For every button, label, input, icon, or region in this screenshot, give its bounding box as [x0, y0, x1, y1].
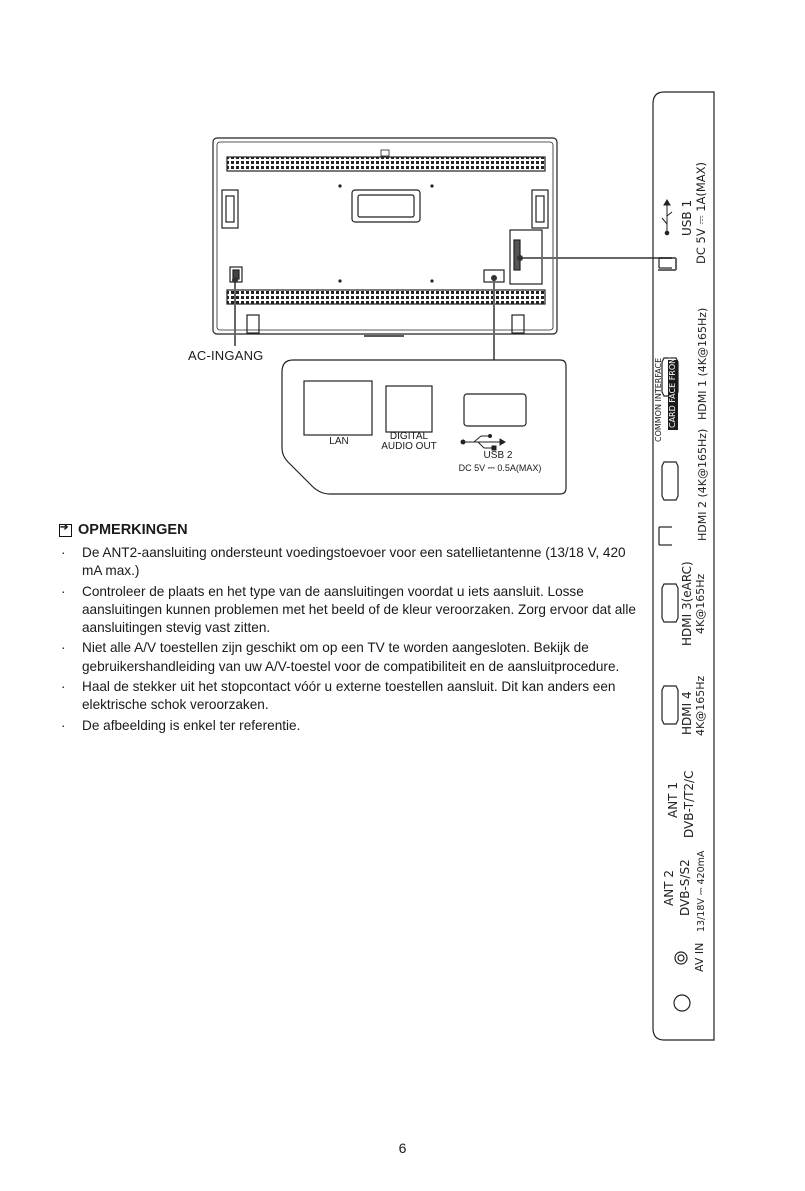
- av-in-label: AV IN: [693, 942, 706, 972]
- notes-list: [57, 544, 637, 735]
- callout-lines: [235, 258, 676, 360]
- notes-section: [57, 522, 637, 737]
- hdmi4-label: HDMI 4: [680, 691, 694, 735]
- tv-back-panel: [213, 138, 557, 336]
- hdmi3-res-label: 4K@165Hz: [694, 573, 707, 634]
- hdmi2-label: HDMI 2 (4K@165Hz): [696, 428, 709, 541]
- usb2-power-label: DC 5V ⎓ 0.5A(MAX): [458, 463, 542, 473]
- usb1-label: USB 1: [680, 199, 694, 236]
- port-detail-box: [282, 360, 566, 494]
- usb2-callout-dot: [491, 275, 497, 281]
- notes-title: OPMERKINGEN: [78, 522, 188, 538]
- notes-heading: [57, 522, 637, 538]
- list-item: · Controleer de plaats en het type van de aansluitingen voordat u iets aansluit. Losse aansluitingen kunnen problemen met het beeld of de kleur veroorzaken. Zorg ervoor dat alle aansluitingen stevig vast zitten.: [61, 583, 636, 636]
- hdmi1-label: HDMI 1 (4K@165Hz): [696, 307, 709, 420]
- arrow-box-icon: [59, 524, 72, 537]
- common-interface-label: COMMON INTERFACE: [654, 357, 663, 442]
- list-item: · De afbeelding is enkel ter referentie.: [61, 717, 301, 733]
- usb2-label: USB 2: [483, 450, 513, 461]
- ac-callout-dot: [232, 277, 238, 283]
- ant2-label: ANT 2: [662, 870, 676, 906]
- side-callout-dot: [517, 255, 523, 261]
- lan-label: LAN: [329, 436, 349, 447]
- ant2-standard-label: DVB-S/S2: [678, 859, 692, 916]
- list-item: · Haal de stekker uit het stopcontact vóór u externe toestellen aansluit. Dit kan anders een elektrische schok veroorzaken.: [61, 679, 616, 713]
- ant1-standard-label: DVB-T/T2/C: [682, 770, 696, 838]
- hdmi4-res-label: 4K@165Hz: [694, 675, 707, 736]
- list-item: · Niet alle A/V toestellen zijn geschikt om op een TV te worden aangesloten. Bekijk de gebruikershandleiding van uw A/V-toestel voor de compatibiliteit en de aansluitprocedure.: [61, 640, 620, 674]
- ant1-label: ANT 1: [666, 782, 680, 818]
- usb-icon: [461, 435, 505, 451]
- ac-input-label: AC-INGANG: [188, 348, 264, 363]
- page-number: 6: [398, 1140, 407, 1156]
- digital-audio-label: DIGITAL AUDIO OUT: [381, 431, 437, 452]
- card-face-label: CARD FACE FRONT: [668, 352, 677, 428]
- list-item: · De ANT2-aansluiting ondersteunt voedingstoevoer voor een satellietantenne (13/18 V, 420 mA max.): [61, 545, 626, 579]
- ant2-power-label: 13/18V ⎓ 420mA: [696, 850, 707, 932]
- hdmi3-label: HDMI 3(eARC): [680, 561, 694, 646]
- usb1-icon: [662, 200, 672, 235]
- usb1-power-label: DC 5V ⎓ 1A(MAX): [694, 161, 708, 264]
